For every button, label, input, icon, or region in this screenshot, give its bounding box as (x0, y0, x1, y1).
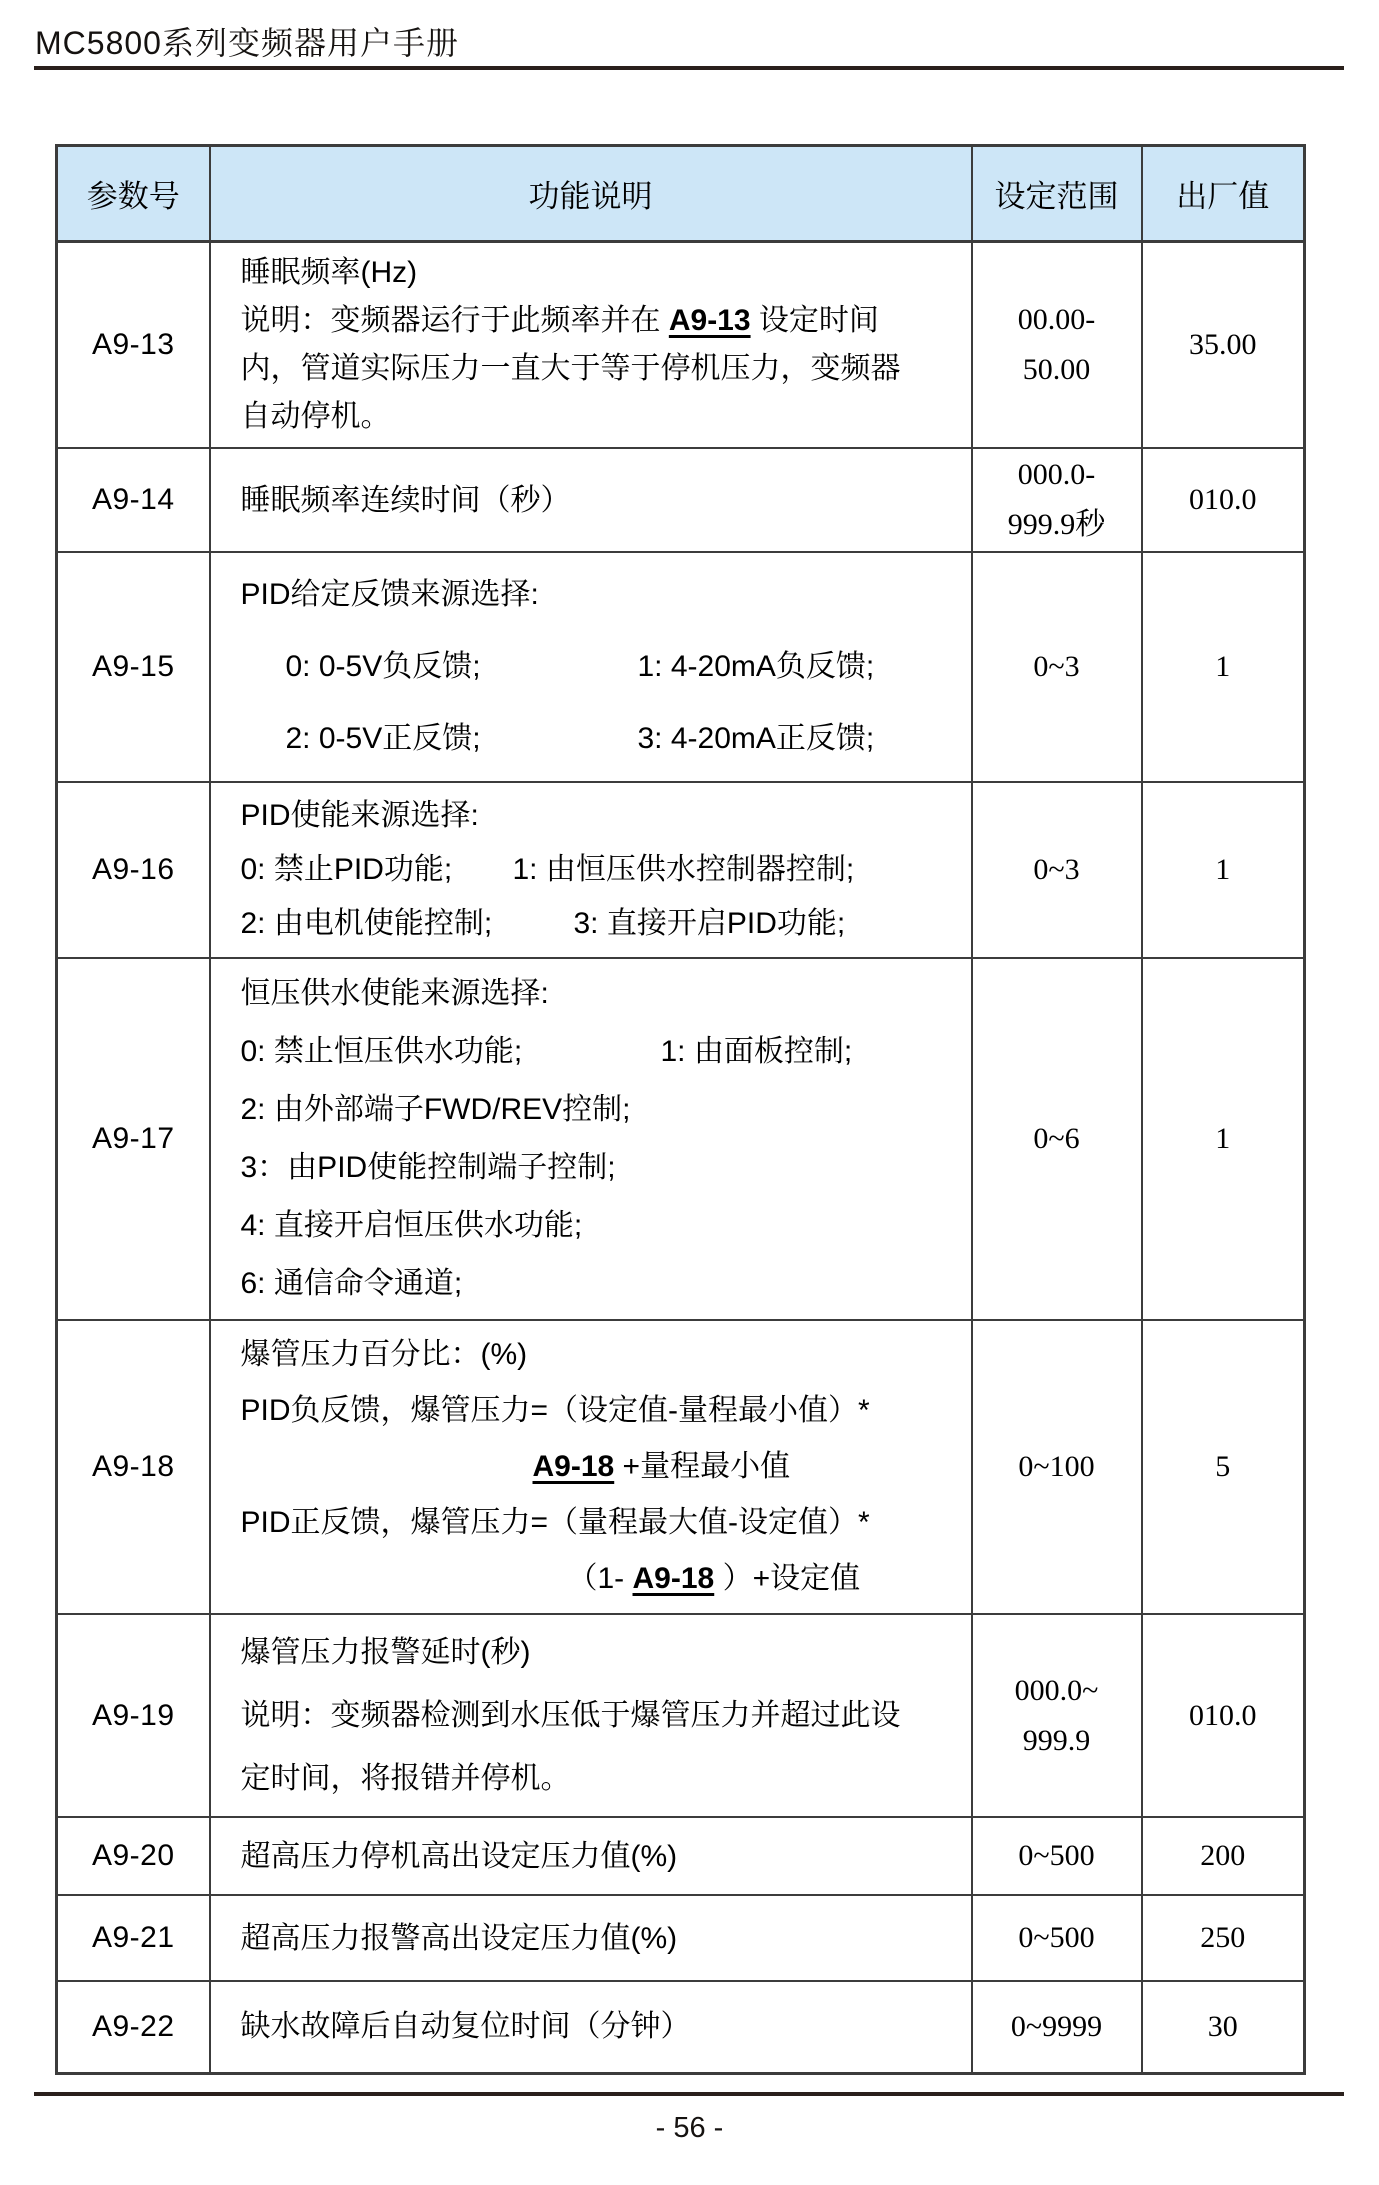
text-segment: 1: 4-20mA负反馈; (637, 650, 875, 683)
default-cell: 1 (1142, 958, 1305, 1320)
range-cell (972, 1817, 1142, 1895)
range-line: 00.00- (1017, 303, 1096, 336)
text-segment: 说明：变频器检测到水压低于爆管压力并超过此设 (240, 1699, 901, 1732)
text-segment: 0: 禁止PID功能; (240, 853, 453, 886)
default-cell: 35.00 (1142, 242, 1305, 449)
column-header-range: 设定范围 (972, 146, 1142, 242)
text-segment: 超高压力报警高出设定压力值(%) (240, 1921, 678, 1955)
description-cell (210, 958, 972, 1320)
column-header-desc: 功能说明 (210, 146, 972, 242)
range-cell (972, 782, 1142, 958)
text-segment: 自动停机。 (240, 400, 391, 433)
param-cell: A9-18 (57, 1320, 210, 1614)
text-segment: PID正反馈，爆管压力=（量程最大值-设定值）* (240, 1506, 870, 1539)
text-segment: PID使能来源选择: (240, 799, 479, 832)
desc-line (241, 393, 961, 441)
desc-line (241, 1828, 961, 1885)
page-number: - 56 - (655, 2112, 724, 2144)
range-cell (972, 1320, 1142, 1614)
default-cell: 010.0 (1142, 448, 1305, 552)
default-cell: 5 (1142, 1320, 1305, 1614)
range-cell (972, 552, 1142, 782)
desc-line (241, 1139, 961, 1197)
text-segment: 6: 通信命令通道; (240, 1267, 463, 1300)
range-line: 0~500 (1018, 1921, 1095, 1954)
text-segment: 恒压供水使能来源选择: (240, 977, 549, 1010)
param-cell: A9-19 (57, 1614, 210, 1817)
table-row (57, 1320, 1305, 1614)
param-cell: A9-13 (57, 242, 210, 449)
text-segment: 内，管道实际压力一直大于等于停机压力，变频器 (240, 352, 901, 385)
param-ref: A9-13 (668, 304, 751, 337)
text-segment: 3: 直接开启PID功能; (573, 907, 846, 940)
range-line: 0~500 (1018, 1839, 1095, 1872)
desc-line (241, 1023, 961, 1081)
desc-line (241, 1998, 961, 2055)
text-segment: 超高压力停机高出设定压力值(%) (240, 1839, 678, 1873)
desc-line (241, 1255, 961, 1313)
description-cell (210, 782, 972, 958)
desc-line (241, 897, 961, 951)
desc-line (241, 965, 961, 1023)
text-segment: 缺水故障后自动复位时间（分钟） (240, 2010, 691, 2044)
default-cell: 1 (1142, 782, 1305, 958)
default-cell: 200 (1142, 1817, 1305, 1895)
param-ref: A9-18 (632, 1562, 715, 1595)
text-segment: （1- (567, 1562, 633, 1595)
table-row (57, 1614, 1305, 1817)
desc-line (241, 472, 961, 529)
desc-line (241, 1495, 961, 1551)
default-cell: 1 (1142, 552, 1305, 782)
range-cell (972, 242, 1142, 449)
range-line: 999.9秒 (1007, 508, 1106, 541)
range-cell (972, 958, 1142, 1320)
param-cell: A9-15 (57, 552, 210, 782)
document-title: MC5800系列变频器用户手册 (35, 25, 459, 61)
desc-line (241, 1383, 961, 1439)
desc-line (241, 1327, 961, 1383)
param-cell: A9-22 (57, 1981, 210, 2073)
range-cell (972, 1895, 1142, 1981)
column-header-default: 出厂值 (1142, 146, 1305, 242)
text-segment: PID负反馈，爆管压力=（设定值-量程最小值）* (240, 1394, 870, 1427)
text-segment: 1: 由面板控制; (660, 1035, 853, 1068)
description-cell (210, 1817, 972, 1895)
desc-line (241, 1684, 961, 1747)
param-cell: A9-20 (57, 1817, 210, 1895)
range-line: 0~3 (1033, 650, 1080, 683)
description-cell (210, 242, 972, 449)
param-cell: A9-17 (57, 958, 210, 1320)
range-line: 50.00 (1022, 353, 1091, 386)
table-row (57, 782, 1305, 958)
range-line: 000.0~ (1014, 1673, 1099, 1707)
range-line: 999.9 (1022, 1723, 1091, 1757)
text-segment: 定时间，将报错并停机。 (240, 1762, 571, 1795)
text-segment: 3：由PID使能控制端子控制; (240, 1151, 616, 1184)
text-segment: 1: 由恒压供水控制器控制; (512, 853, 855, 886)
param-cell: A9-16 (57, 782, 210, 958)
desc-line (241, 1197, 961, 1255)
text-segment: 说明：变频器运行于此频率并在 (240, 304, 669, 337)
column-header-param: 参数号 (57, 146, 210, 242)
text-segment: 4: 直接开启恒压供水功能; (240, 1209, 583, 1242)
text-segment: 2: 0-5V正反馈; (285, 722, 481, 755)
table-body (57, 242, 1305, 2074)
range-line: 0~100 (1018, 1450, 1095, 1483)
text-segment: 睡眠频率连续时间（秒） (240, 483, 571, 517)
desc-line (241, 1081, 961, 1139)
desc-line (241, 843, 961, 897)
range-line: 0~6 (1033, 1122, 1080, 1155)
desc-line (241, 789, 961, 843)
text-segment: 设定时间 (750, 304, 879, 337)
text-segment: 爆管压力报警延时(秒) (240, 1636, 531, 1669)
range-cell (972, 448, 1142, 552)
table-header-row (57, 146, 1305, 242)
default-cell: 010.0 (1142, 1614, 1305, 1817)
desc-line (241, 345, 961, 393)
table-row (57, 242, 1305, 449)
text-segment: 0: 0-5V负反馈; (285, 650, 481, 683)
range-line: 0~9999 (1010, 2009, 1103, 2043)
default-cell: 30 (1142, 1981, 1305, 2073)
desc-line (241, 1551, 961, 1607)
description-cell (210, 1981, 972, 2073)
description-cell (210, 1614, 972, 1817)
description-cell (210, 1320, 972, 1614)
table-row (57, 1895, 1305, 1981)
desc-line (241, 297, 961, 345)
text-segment: PID给定反馈来源选择: (240, 578, 539, 611)
desc-line (241, 1439, 961, 1495)
table-row (57, 448, 1305, 552)
description-cell (210, 1895, 972, 1981)
table-row (57, 958, 1305, 1320)
table-row (57, 1981, 1305, 2073)
text-segment: 爆管压力百分比：(%) (240, 1338, 528, 1371)
text-segment: ）+设定值 (714, 1562, 861, 1595)
range-line: 000.0- (1017, 458, 1096, 491)
default-cell: 250 (1142, 1895, 1305, 1981)
desc-line (241, 559, 961, 631)
text-segment: 0: 禁止恒压供水功能; (240, 1035, 523, 1068)
parameter-table (55, 144, 1306, 2075)
desc-line (241, 703, 961, 775)
text-segment: 3: 4-20mA正反馈; (637, 722, 875, 755)
desc-line (241, 249, 961, 297)
range-line: 0~3 (1033, 853, 1080, 886)
param-cell: A9-14 (57, 448, 210, 552)
range-cell (972, 1981, 1142, 2073)
range-cell (972, 1614, 1142, 1817)
description-cell (210, 448, 972, 552)
desc-line (241, 1621, 961, 1684)
text-segment: 2: 由外部端子FWD/REV控制; (240, 1093, 631, 1126)
header-rule (34, 66, 1344, 70)
param-cell: A9-21 (57, 1895, 210, 1981)
description-cell (210, 552, 972, 782)
param-ref: A9-18 (532, 1450, 615, 1483)
footer-rule (34, 2092, 1344, 2096)
text-segment: +量程最小值 (614, 1450, 791, 1483)
desc-line (241, 631, 961, 703)
table-row (57, 1817, 1305, 1895)
desc-line (241, 1910, 961, 1967)
text-segment: 2: 由电机使能控制; (240, 907, 493, 940)
text-segment: 睡眠频率(Hz) (240, 256, 418, 289)
table-row (57, 552, 1305, 782)
desc-line (241, 1747, 961, 1810)
